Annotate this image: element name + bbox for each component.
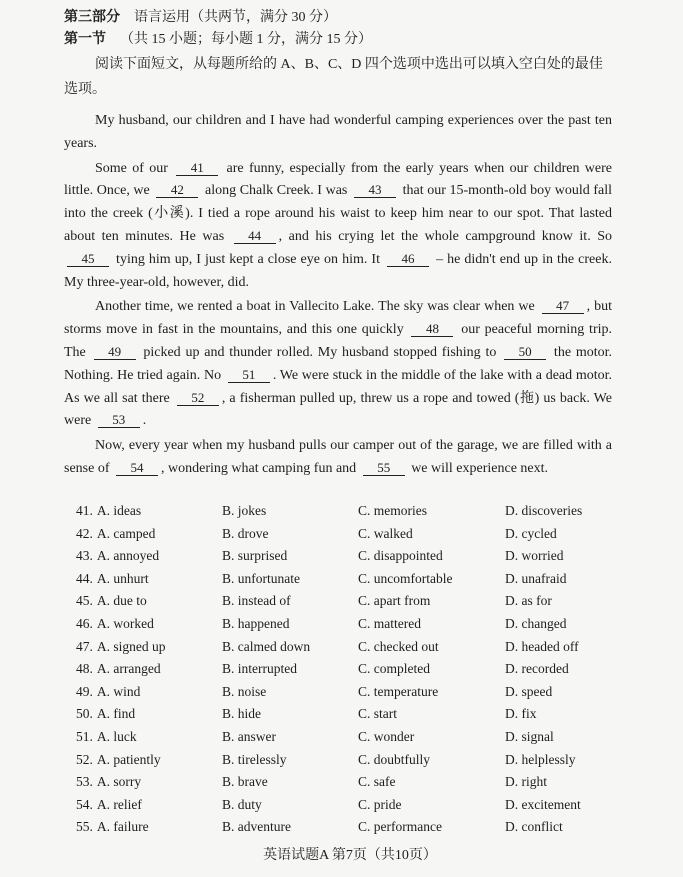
passage-text: our peaceful morning trip. The: [64, 322, 612, 360]
option-d: D. signal: [505, 728, 554, 744]
answer-blank: 55: [363, 460, 405, 476]
question-row: [76, 500, 636, 523]
option-c: C. uncomfortable: [358, 570, 453, 586]
option-cell-c: [358, 771, 505, 794]
option-b: B. happened: [222, 615, 290, 631]
option-cell-b: [222, 636, 358, 659]
passage-text: we will experience next.: [407, 460, 549, 476]
passage-text: , wondering what camping fun and: [161, 460, 360, 476]
option-a: A. camped: [96, 525, 156, 541]
passage-text: the motor. Nothing. He tried again. No: [64, 344, 612, 383]
option-d: D. conflict: [505, 819, 563, 835]
passage-text: Now, every year when my husband pulls our camper out of the garage, we are filled with a sense of: [64, 438, 612, 476]
question-number: 48.: [76, 661, 93, 677]
option-b: B. interrupted: [222, 661, 297, 677]
passage-text: – he didn't end up in the creek. My three-year-old, however, did.: [64, 251, 612, 290]
question-row: [76, 816, 636, 839]
option-cell-d: [505, 794, 615, 817]
option-cell-d: [505, 703, 615, 726]
passage-text: . We were stuck in the middle of the lake with a dead motor. As we all sat there: [64, 367, 613, 406]
question-number: 41.: [76, 503, 93, 518]
option-cell-a: [76, 523, 222, 546]
question-row: [76, 545, 636, 568]
option-cell-b: [222, 613, 358, 636]
option-a: A. signed up: [96, 638, 166, 654]
option-b: B. adventure: [222, 819, 291, 835]
option-cell-b: [222, 545, 358, 568]
answer-blank: 47: [542, 298, 584, 314]
option-b: B. tirelessly: [222, 751, 287, 767]
passage-text: .: [142, 413, 147, 429]
option-cell-b: [222, 816, 358, 839]
option-b: B. drove: [222, 525, 269, 541]
option-a: A. ideas: [96, 503, 142, 518]
option-a: A. luck: [96, 728, 137, 744]
option-c: C. pride: [358, 796, 402, 812]
option-b: B. jokes: [222, 503, 267, 518]
options-list: [76, 500, 636, 839]
option-cell-c: [358, 613, 505, 636]
question-number: 47.: [76, 638, 93, 654]
option-cell-d: [505, 613, 615, 636]
option-cell-c: [358, 816, 505, 839]
question-number: 49.: [76, 683, 93, 699]
option-cell-c: [358, 568, 505, 591]
question-row: [76, 636, 636, 659]
subsection-heading: [64, 29, 612, 51]
subsection-title: （共 15 小题；每小题 1 分，满分 15 分）: [120, 32, 372, 47]
question-number: 54.: [76, 796, 93, 812]
question-row: [76, 726, 636, 749]
option-b: B. answer: [222, 728, 276, 744]
option-cell-a: [76, 681, 222, 704]
option-c: C. safe: [358, 774, 396, 790]
option-d: D. fix: [505, 706, 537, 722]
option-d: D. headed off: [505, 638, 579, 654]
question-number: 51.: [76, 728, 93, 744]
passage-text: , a fisherman pulled up, threw us a rope and towed (拖) us back. We were: [64, 390, 612, 429]
option-cell-a: [76, 545, 222, 568]
passage-text: are funny, especially from the early years when our children were little. Once, we: [64, 160, 612, 199]
answer-blank: 51: [228, 367, 270, 383]
option-cell-a: [76, 568, 222, 591]
option-c: C. disappointed: [358, 548, 443, 564]
answer-blank: 46: [387, 251, 429, 267]
option-cell-a: [76, 703, 222, 726]
option-a: A. patiently: [96, 751, 161, 767]
passage-text: My husband, our children and I have had wonderful camping experiences over the past ten years.: [64, 113, 612, 151]
option-d: D. as for: [505, 593, 552, 609]
option-c: C. walked: [358, 525, 413, 541]
option-cell-b: [222, 726, 358, 749]
option-d: D. worried: [505, 548, 564, 564]
option-cell-d: [505, 749, 615, 772]
option-d: D. recorded: [505, 661, 569, 677]
option-c: C. performance: [358, 819, 442, 835]
part-title: 语言运用（共两节，满分 30 分）: [134, 10, 337, 25]
option-c: C. mattered: [358, 615, 421, 631]
option-a: A. worked: [96, 615, 154, 631]
question-number: 45.: [76, 593, 93, 609]
option-a: A. annoyed: [96, 548, 160, 564]
passage-paragraph: [64, 110, 612, 156]
option-a: A. relief: [96, 796, 142, 812]
passage-text: , but storms move in fast in the mountains, and this one quickly: [64, 299, 612, 338]
option-c: C. completed: [358, 661, 430, 677]
option-cell-c: [358, 500, 505, 523]
question-row: [76, 568, 636, 591]
question-row: [76, 658, 636, 681]
option-a: A. arranged: [96, 661, 161, 677]
question-number: 53.: [76, 774, 93, 790]
option-d: D. unafraid: [505, 570, 567, 586]
option-b: B. unfortunate: [222, 570, 300, 586]
option-cell-d: [505, 545, 615, 568]
option-a: A. due to: [96, 593, 147, 609]
option-a: A. wind: [96, 683, 141, 699]
question-row: [76, 703, 636, 726]
option-cell-b: [222, 590, 358, 613]
cloze-passage: [64, 110, 612, 483]
option-cell-c: [358, 590, 505, 613]
answer-blank: 50: [504, 344, 546, 360]
option-cell-a: [76, 726, 222, 749]
option-cell-d: [505, 500, 615, 523]
option-cell-b: [222, 749, 358, 772]
option-c: C. memories: [358, 503, 427, 518]
option-cell-d: [505, 816, 615, 839]
option-cell-b: [222, 681, 358, 704]
option-cell-c: [358, 726, 505, 749]
option-d: D. right: [505, 774, 547, 790]
option-d: D. changed: [505, 615, 567, 631]
option-b: B. hide: [222, 706, 261, 722]
passage-text: Some of our: [95, 160, 174, 176]
option-d: D. speed: [505, 683, 553, 699]
passage-text: , and his crying let the whole campground know it. So: [278, 228, 612, 244]
option-b: B. instead of: [222, 593, 291, 609]
option-cell-a: [76, 771, 222, 794]
option-b: B. calmed down: [222, 638, 311, 654]
passage-text: tying him up, I just kept a close eye on him. It: [112, 251, 385, 267]
answer-blank: 43: [354, 182, 396, 198]
option-cell-a: [76, 636, 222, 659]
option-cell-d: [505, 636, 615, 659]
option-cell-b: [222, 658, 358, 681]
option-cell-c: [358, 749, 505, 772]
option-cell-c: [358, 703, 505, 726]
option-b: B. surprised: [222, 548, 288, 564]
question-row: [76, 749, 636, 772]
option-cell-b: [222, 523, 358, 546]
option-cell-d: [505, 726, 615, 749]
passage-paragraph: [64, 435, 612, 481]
question-row: [76, 523, 636, 546]
question-number: 43.: [76, 548, 93, 564]
question-number: 55.: [76, 819, 93, 835]
option-cell-c: [358, 545, 505, 568]
question-number: 52.: [76, 751, 93, 767]
option-cell-a: [76, 749, 222, 772]
option-a: A. unhurt: [96, 570, 149, 586]
option-cell-d: [505, 568, 615, 591]
option-cell-b: [222, 500, 358, 523]
option-cell-c: [358, 681, 505, 704]
option-cell-d: [505, 681, 615, 704]
option-cell-d: [505, 590, 615, 613]
question-number: 46.: [76, 615, 93, 631]
option-d: D. cycled: [505, 525, 557, 541]
option-b: B. noise: [222, 683, 267, 699]
option-cell-b: [222, 771, 358, 794]
option-b: B. duty: [222, 796, 262, 812]
part-label: 第三部分: [64, 10, 120, 25]
passage-paragraph: [64, 158, 612, 295]
answer-blank: 54: [116, 460, 158, 476]
subsection-label: 第一节: [64, 32, 106, 47]
answer-blank: 48: [411, 321, 453, 337]
option-c: C. wonder: [358, 728, 415, 744]
answer-blank: 42: [156, 182, 198, 198]
page-footer: 英语试题A 第7页（共10页）: [263, 848, 437, 863]
option-cell-a: [76, 794, 222, 817]
question-number: 42.: [76, 525, 93, 541]
option-d: D. helplessly: [505, 751, 576, 767]
option-c: C. doubtfully: [358, 751, 431, 767]
option-a: A. failure: [96, 819, 149, 835]
answer-blank: 49: [94, 344, 136, 360]
option-cell-a: [76, 500, 222, 523]
option-c: C. apart from: [358, 593, 431, 609]
option-cell-c: [358, 523, 505, 546]
answer-blank: 52: [177, 390, 219, 406]
option-cell-a: [76, 658, 222, 681]
option-a: A. sorry: [96, 774, 142, 790]
option-cell-b: [222, 568, 358, 591]
option-cell-d: [505, 523, 615, 546]
answer-blank: 41: [176, 160, 218, 176]
question-row: [76, 771, 636, 794]
option-cell-c: [358, 636, 505, 659]
option-c: C. checked out: [358, 638, 439, 654]
passage-text: Another time, we rented a boat in Vallecito Lake. The sky was clear when we: [95, 299, 539, 315]
question-row: [76, 794, 636, 817]
answer-blank: 44: [234, 228, 276, 244]
option-a: A. find: [96, 706, 136, 722]
passage-text: along Chalk Creek. I was: [201, 183, 351, 199]
answer-blank: 45: [67, 251, 109, 267]
passage-text: that our 15-month-old boy would fall into the creek (小溪). I tied a rope around his waist to keep him near to our spot. That lasted about ten minutes. He was: [64, 183, 612, 244]
passage-text: picked up and thunder rolled. My husband stopped fishing to: [138, 344, 502, 360]
option-cell-c: [358, 794, 505, 817]
option-c: C. temperature: [358, 683, 439, 699]
part-heading: [64, 7, 612, 29]
option-d: D. excitement: [505, 796, 581, 812]
question-number: 50.: [76, 706, 93, 722]
option-b: B. brave: [222, 774, 268, 790]
option-c: C. start: [358, 706, 397, 722]
option-cell-d: [505, 658, 615, 681]
section-header: [64, 7, 612, 102]
question-row: [76, 590, 636, 613]
option-cell-a: [76, 816, 222, 839]
answer-blank: 53: [98, 412, 140, 428]
option-cell-c: [358, 658, 505, 681]
question-row: [76, 613, 636, 636]
option-cell-b: [222, 703, 358, 726]
passage-paragraph: [64, 296, 612, 433]
question-number: 44.: [76, 570, 93, 586]
option-d: D. discoveries: [505, 503, 583, 518]
instructions: 阅读下面短文，从每题所给的 A、B、C、D 四个选项中选出可以填入空白处的最佳选项。: [64, 57, 603, 97]
option-cell-b: [222, 794, 358, 817]
question-row: [76, 681, 636, 704]
option-cell-d: [505, 771, 615, 794]
option-cell-a: [76, 590, 222, 613]
option-cell-a: [76, 613, 222, 636]
